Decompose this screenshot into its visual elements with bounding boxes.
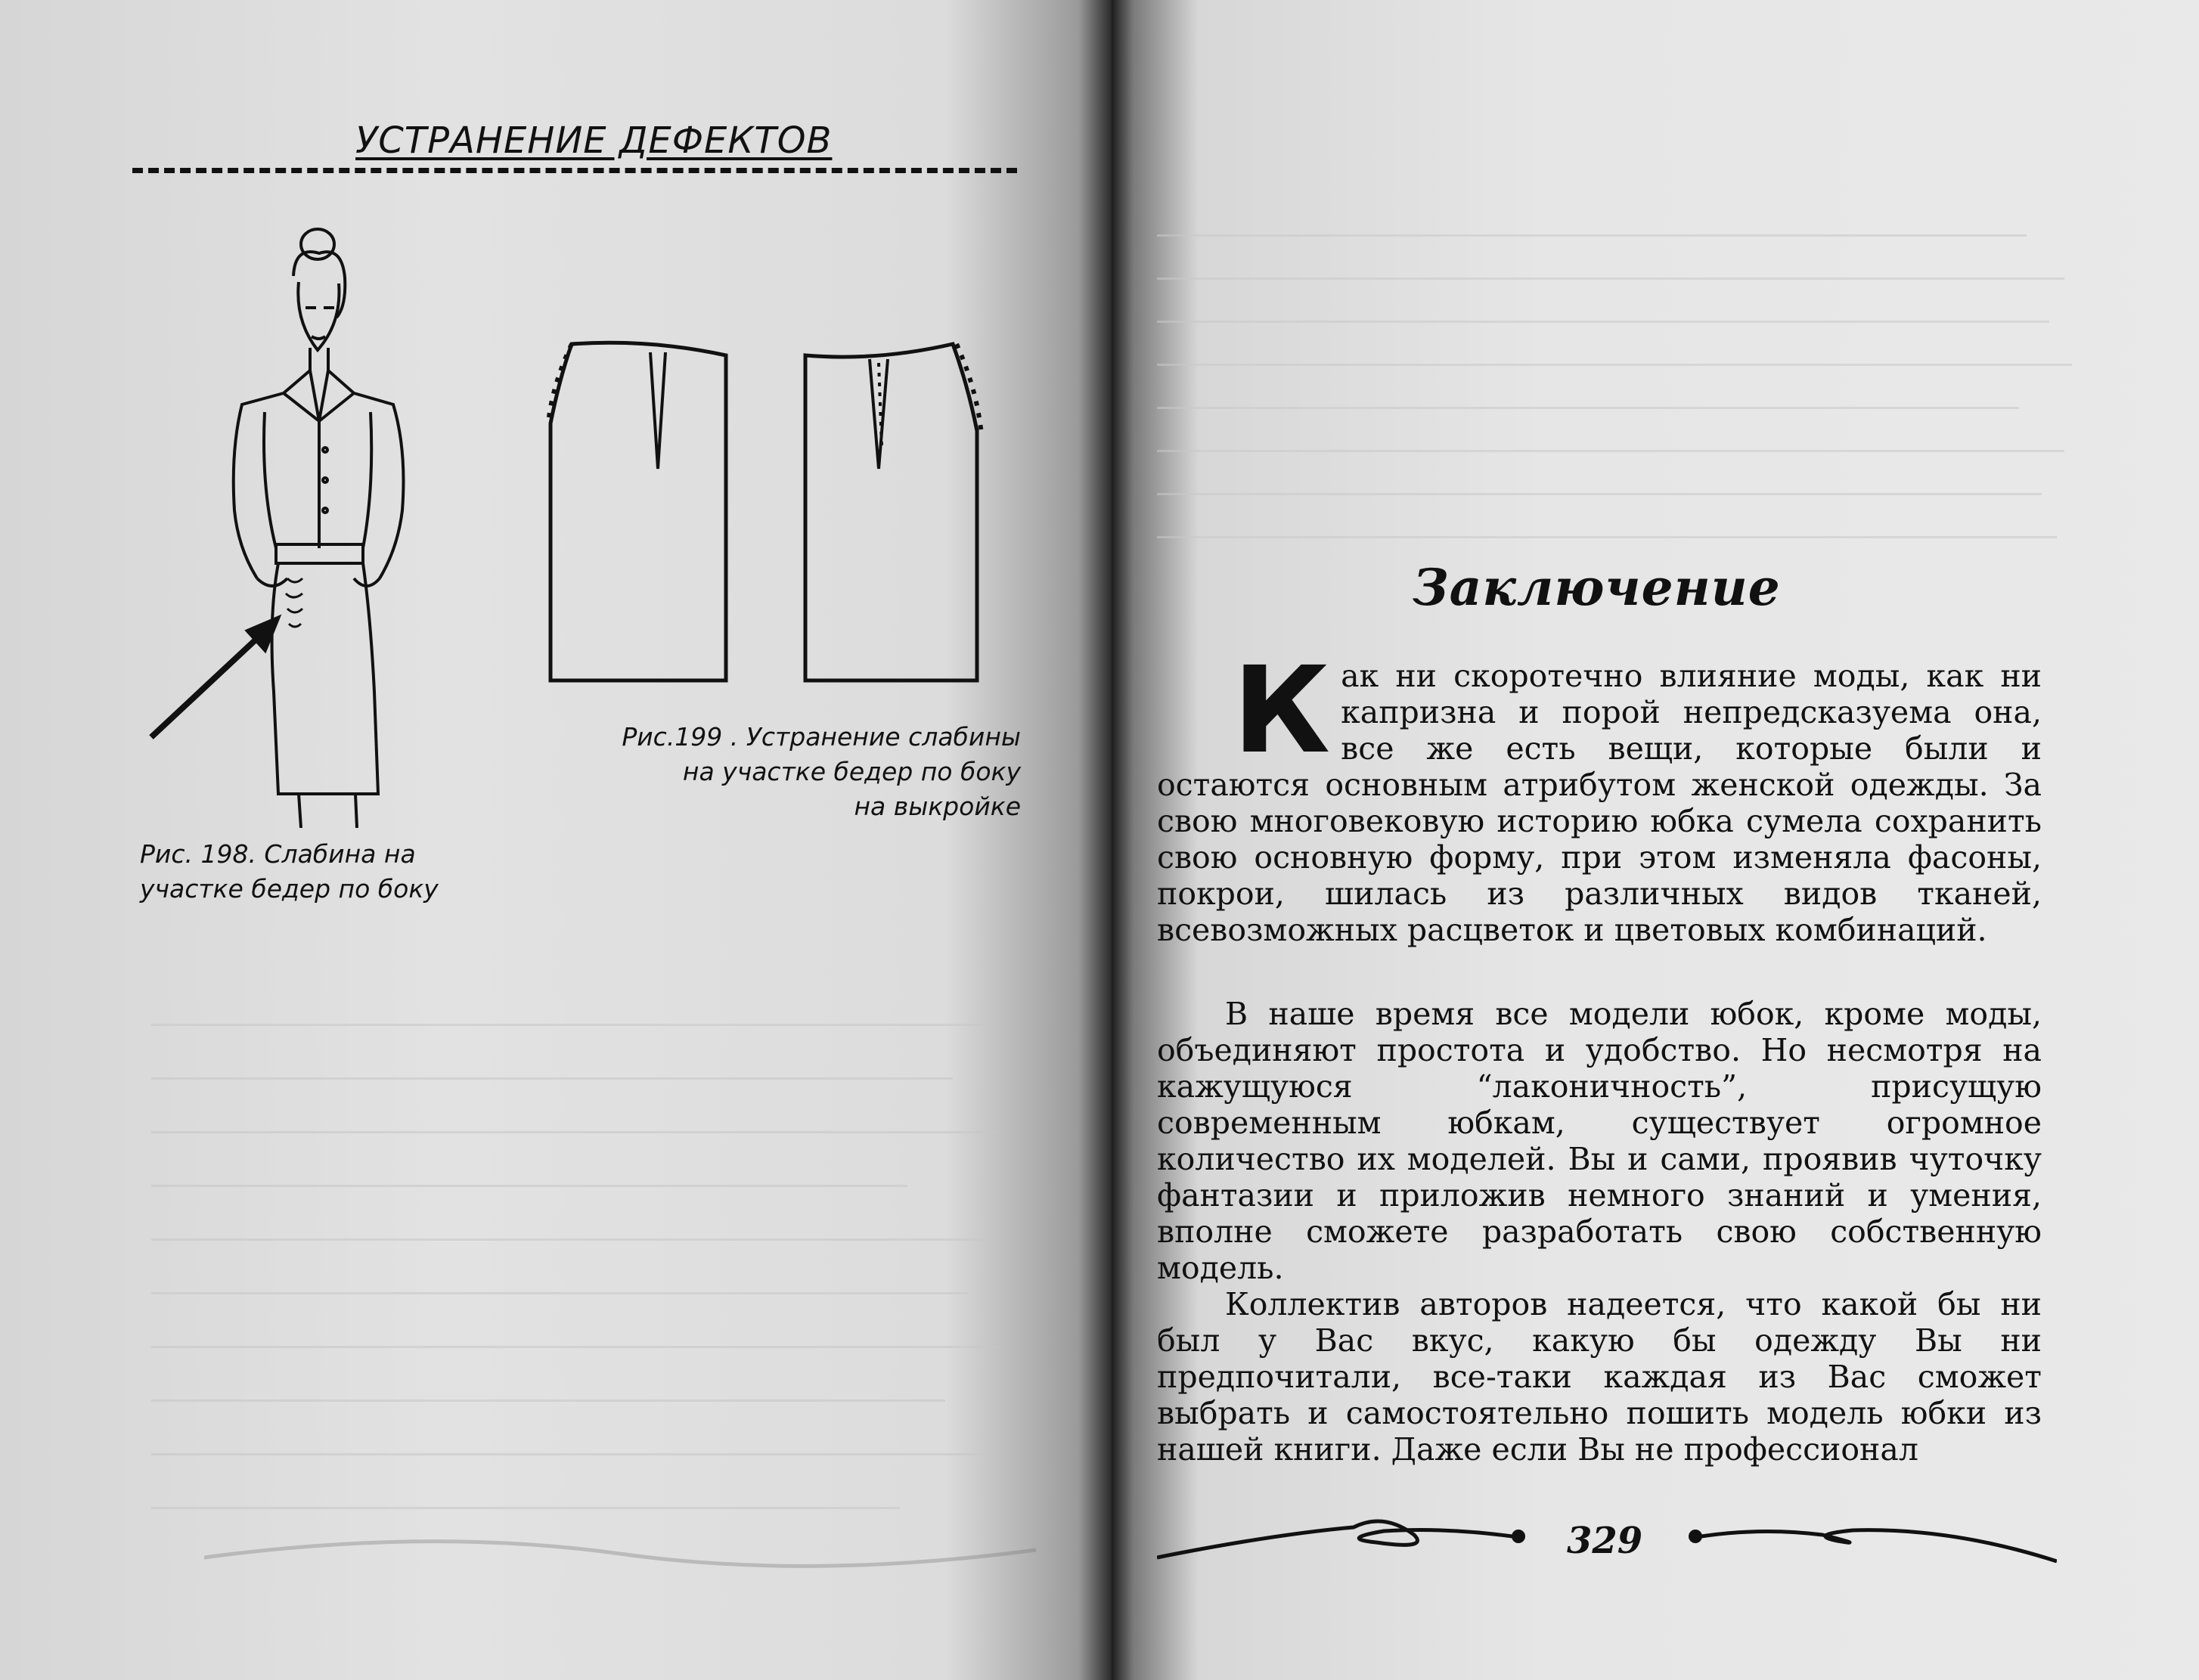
drop-cap: К [1233, 641, 1331, 780]
figure-198-caption-line-1: Рис. 198. Слабина на [140, 839, 416, 869]
figure-199-caption-line-1: Рис.199 . Устранение слабины [622, 722, 1021, 752]
figure-199-caption [529, 720, 1021, 824]
paragraph-1-text: ак ни скоротечно влияние моды, как ни капризна и порой непредсказуема она, все же есть вещи, которые были и остаются основным атрибутом женской одежды. За свою многовековую историю юбка сумела сохранить свою основную форму, при этом изменяла фасоны, покрои, шилась из различных видов тканей, всевозможных расцветок и цветовых комбинаций. [1157, 658, 2042, 948]
pointer-arrow [151, 620, 276, 737]
paragraph-3: Коллектив авторов надеется, что какой бы ни был у Вас вкус, какую бы одежду Вы ни предпочитали, все-таки каждая из Вас сможет выбрать и самостоятельно пошить модель юбки из нашей книги. Даже если Вы не профессионал [1157, 1286, 2042, 1468]
figure-198-illustration [144, 223, 431, 828]
right-page [1112, 0, 2199, 1680]
running-head: УСТРАНЕНИЕ ДЕФЕКТОВ [355, 119, 833, 162]
faint-ornament [204, 1520, 1036, 1580]
paragraph-1 [1157, 641, 2042, 948]
bleed-through-text [151, 983, 1021, 1520]
paragraph-2: В наше время все модели юбок, кроме моды, объединяют простота и удобство. Но несмотря на кажущуюся “лаконичность”, присущую современным юбкам, существует огромное количество их моделей. Вы и сами, проявив чуточку фантазии и приложив немного знаний и умения, вполне сможете разработать свою собственную модель. [1157, 996, 2042, 1286]
figure-199-caption-line-3: на выкройке [854, 792, 1021, 821]
figure-199-pattern-illustration [544, 333, 998, 696]
figure-198-caption [140, 837, 518, 907]
bleed-through-text [1157, 204, 2140, 549]
section-title: Заключение [1413, 558, 1781, 617]
figure-199-caption-line-2: на участке бедер по боку [682, 757, 1021, 786]
page-number: 329 [1567, 1520, 1643, 1562]
figure-198-caption-line-2: участке бедер по боку [140, 874, 439, 904]
header-dashed-rule [132, 168, 1017, 173]
